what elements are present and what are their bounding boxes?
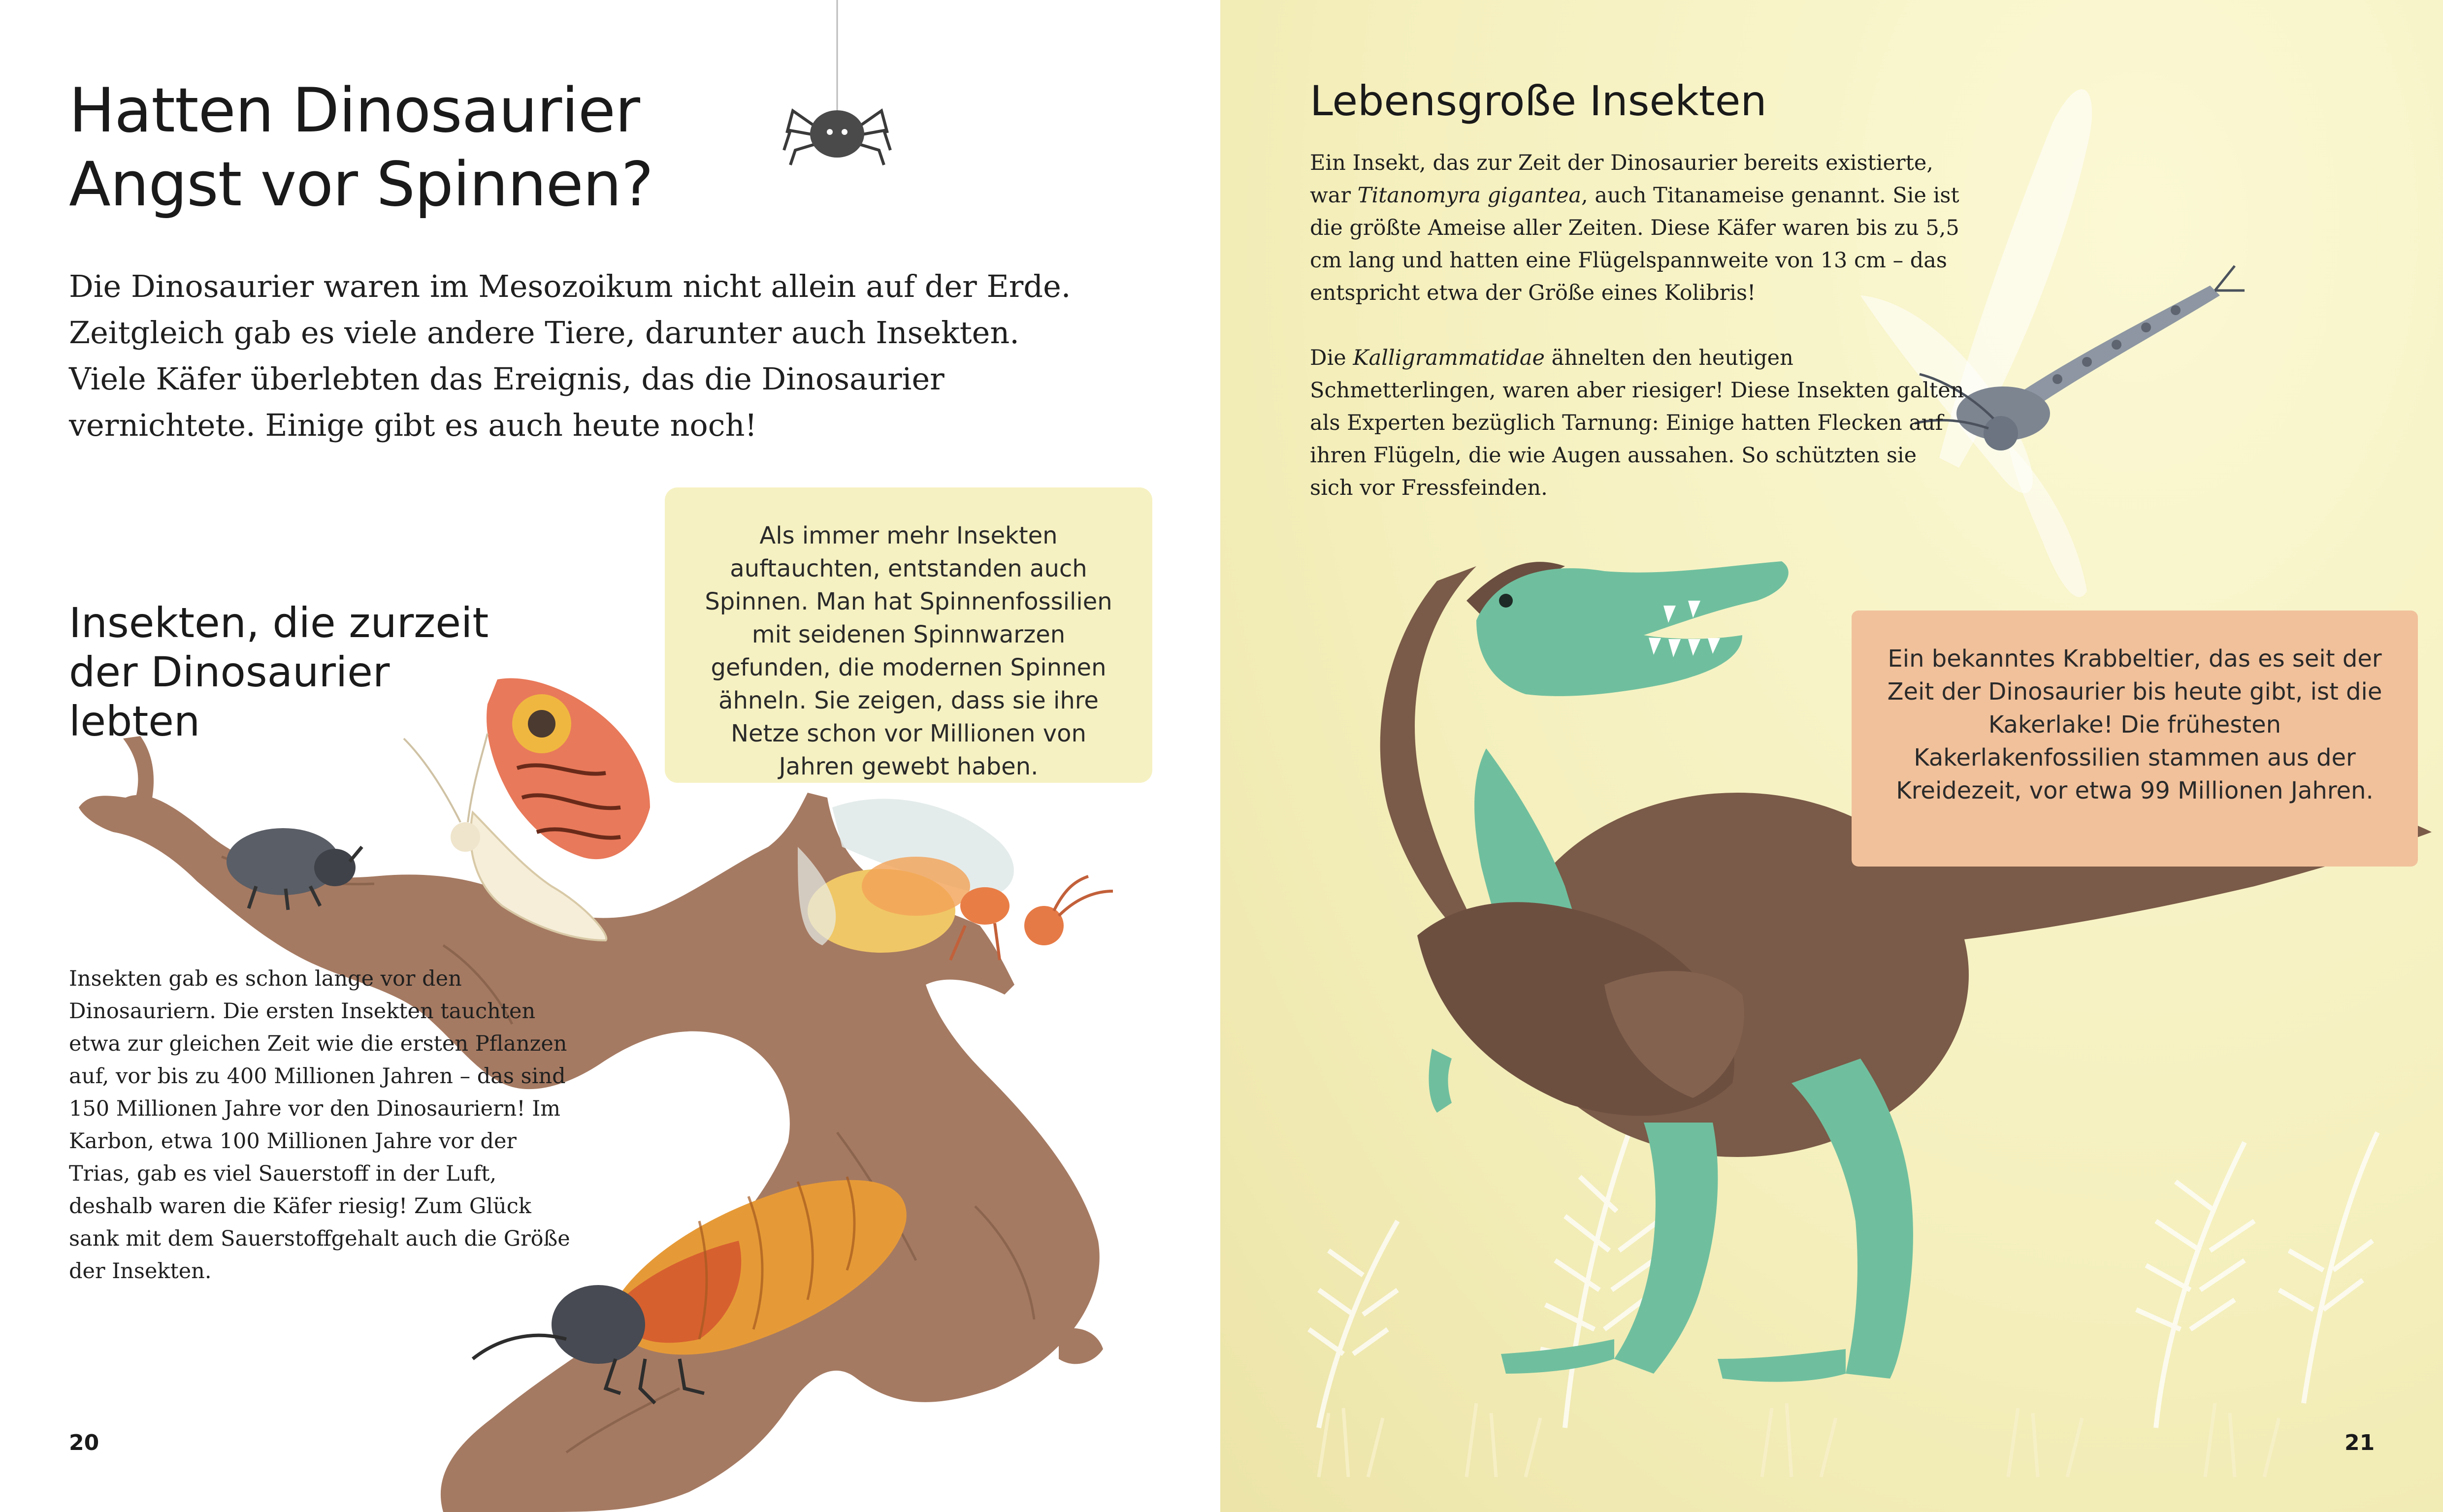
cockroach-fact-bubble (1852, 611, 2418, 867)
para1-text-b: , auch Titanameise genannt. Sie ist die größte Ameise aller Zeiten. Diese Käfer waren bis zu 5,5 cm lang und hatten eine Flügelspannweite von 13 cm – das entspricht etwa der Größe eines Kolibris! (1310, 183, 1959, 305)
kalligrammatidae-paragraph (1310, 342, 1965, 504)
right-body (1310, 147, 1965, 504)
spider-fact-bubble (665, 487, 1152, 783)
fern-background (1309, 1132, 2378, 1428)
right-heading: Lebensgroße Insekten (1310, 77, 1767, 125)
page-number-left: 20 (69, 1430, 99, 1455)
para1-species-name: Titanomyra gigantea (1357, 183, 1582, 208)
titanameise-paragraph (1310, 147, 1965, 309)
para1-text-a: Ein Insekt, das zur Zeit der Dinosaurier bereits existierte, war (1310, 151, 1933, 208)
grass-background (1319, 1403, 2279, 1477)
page-number-right: 21 (2345, 1430, 2375, 1455)
page-title: Hatten Dinosaurier Angst vor Spinnen? (69, 75, 653, 220)
para2-text-b: ähnelten den heutigen Schmetterlingen, waren aber riesiger! Diese Insekten galten als Experten bezüglich Tarnung: Einige hatten Flecken auf ihren Flügeln, die wie Augen aussahen. So schützten sie sich vor Fressfeinden. (1310, 346, 1964, 500)
para2-text-a: Die (1310, 346, 1353, 370)
cockroach-fact-text: Ein bekanntes Krabbeltier, das es seit der Zeit der Dinosaurier bis heute gibt, ist die Kakerlake! Die frühesten Kakerlakenfossilien stammen aus der Kreidezeit, vor etwa 99 Millionen Jahren. (1887, 645, 2382, 804)
body-paragraph: Insekten gab es schon lange vor den Dinosauriern. Die ersten Insekten tauchten etwa zur gleichen Zeit wie die ersten Pflanzen auf, vor bis zu 400 Millionen Jahren – das sind 150 Millionen Jahre vor den Dinosauriern! Im Karbon, etwa 100 Millionen Jahre vor der Trias, gab es viel Sauerstoff in der Luft, deshalb waren die Käfer riesig! Zum Glück sank mit dem Sauerstoffgehalt auch die Größe der Insekten. (69, 966, 570, 1284)
spider-fact-text: Als immer mehr Insekten auftauchten, entstanden auch Spinnen. Man hat Spinnenfossilien mit seidenen Spinnwarzen gefunden, die modernen Spinnen ähneln. Sie zeigen, dass sie ihre Netze schon vor Millionen von Jahren gewebt haben. (705, 522, 1112, 780)
spider-illustration (784, 110, 890, 165)
left-page (0, 0, 1220, 1512)
intro-paragraph: Die Dinosaurier waren im Mesozoikum nicht allein auf der Erde. Zeitgleich gab es viele andere Tiere, darunter auch Insekten. Viele Käfer überlebten das Ereignis, das die Dinosaurier vernichtete. Einige gibt es auch heute noch! (69, 268, 1071, 443)
section-subheading: Insekten, die zurzeit der Dinosaurier lebten (69, 599, 489, 745)
para2-family-name: Kalligrammatidae (1353, 346, 1545, 370)
